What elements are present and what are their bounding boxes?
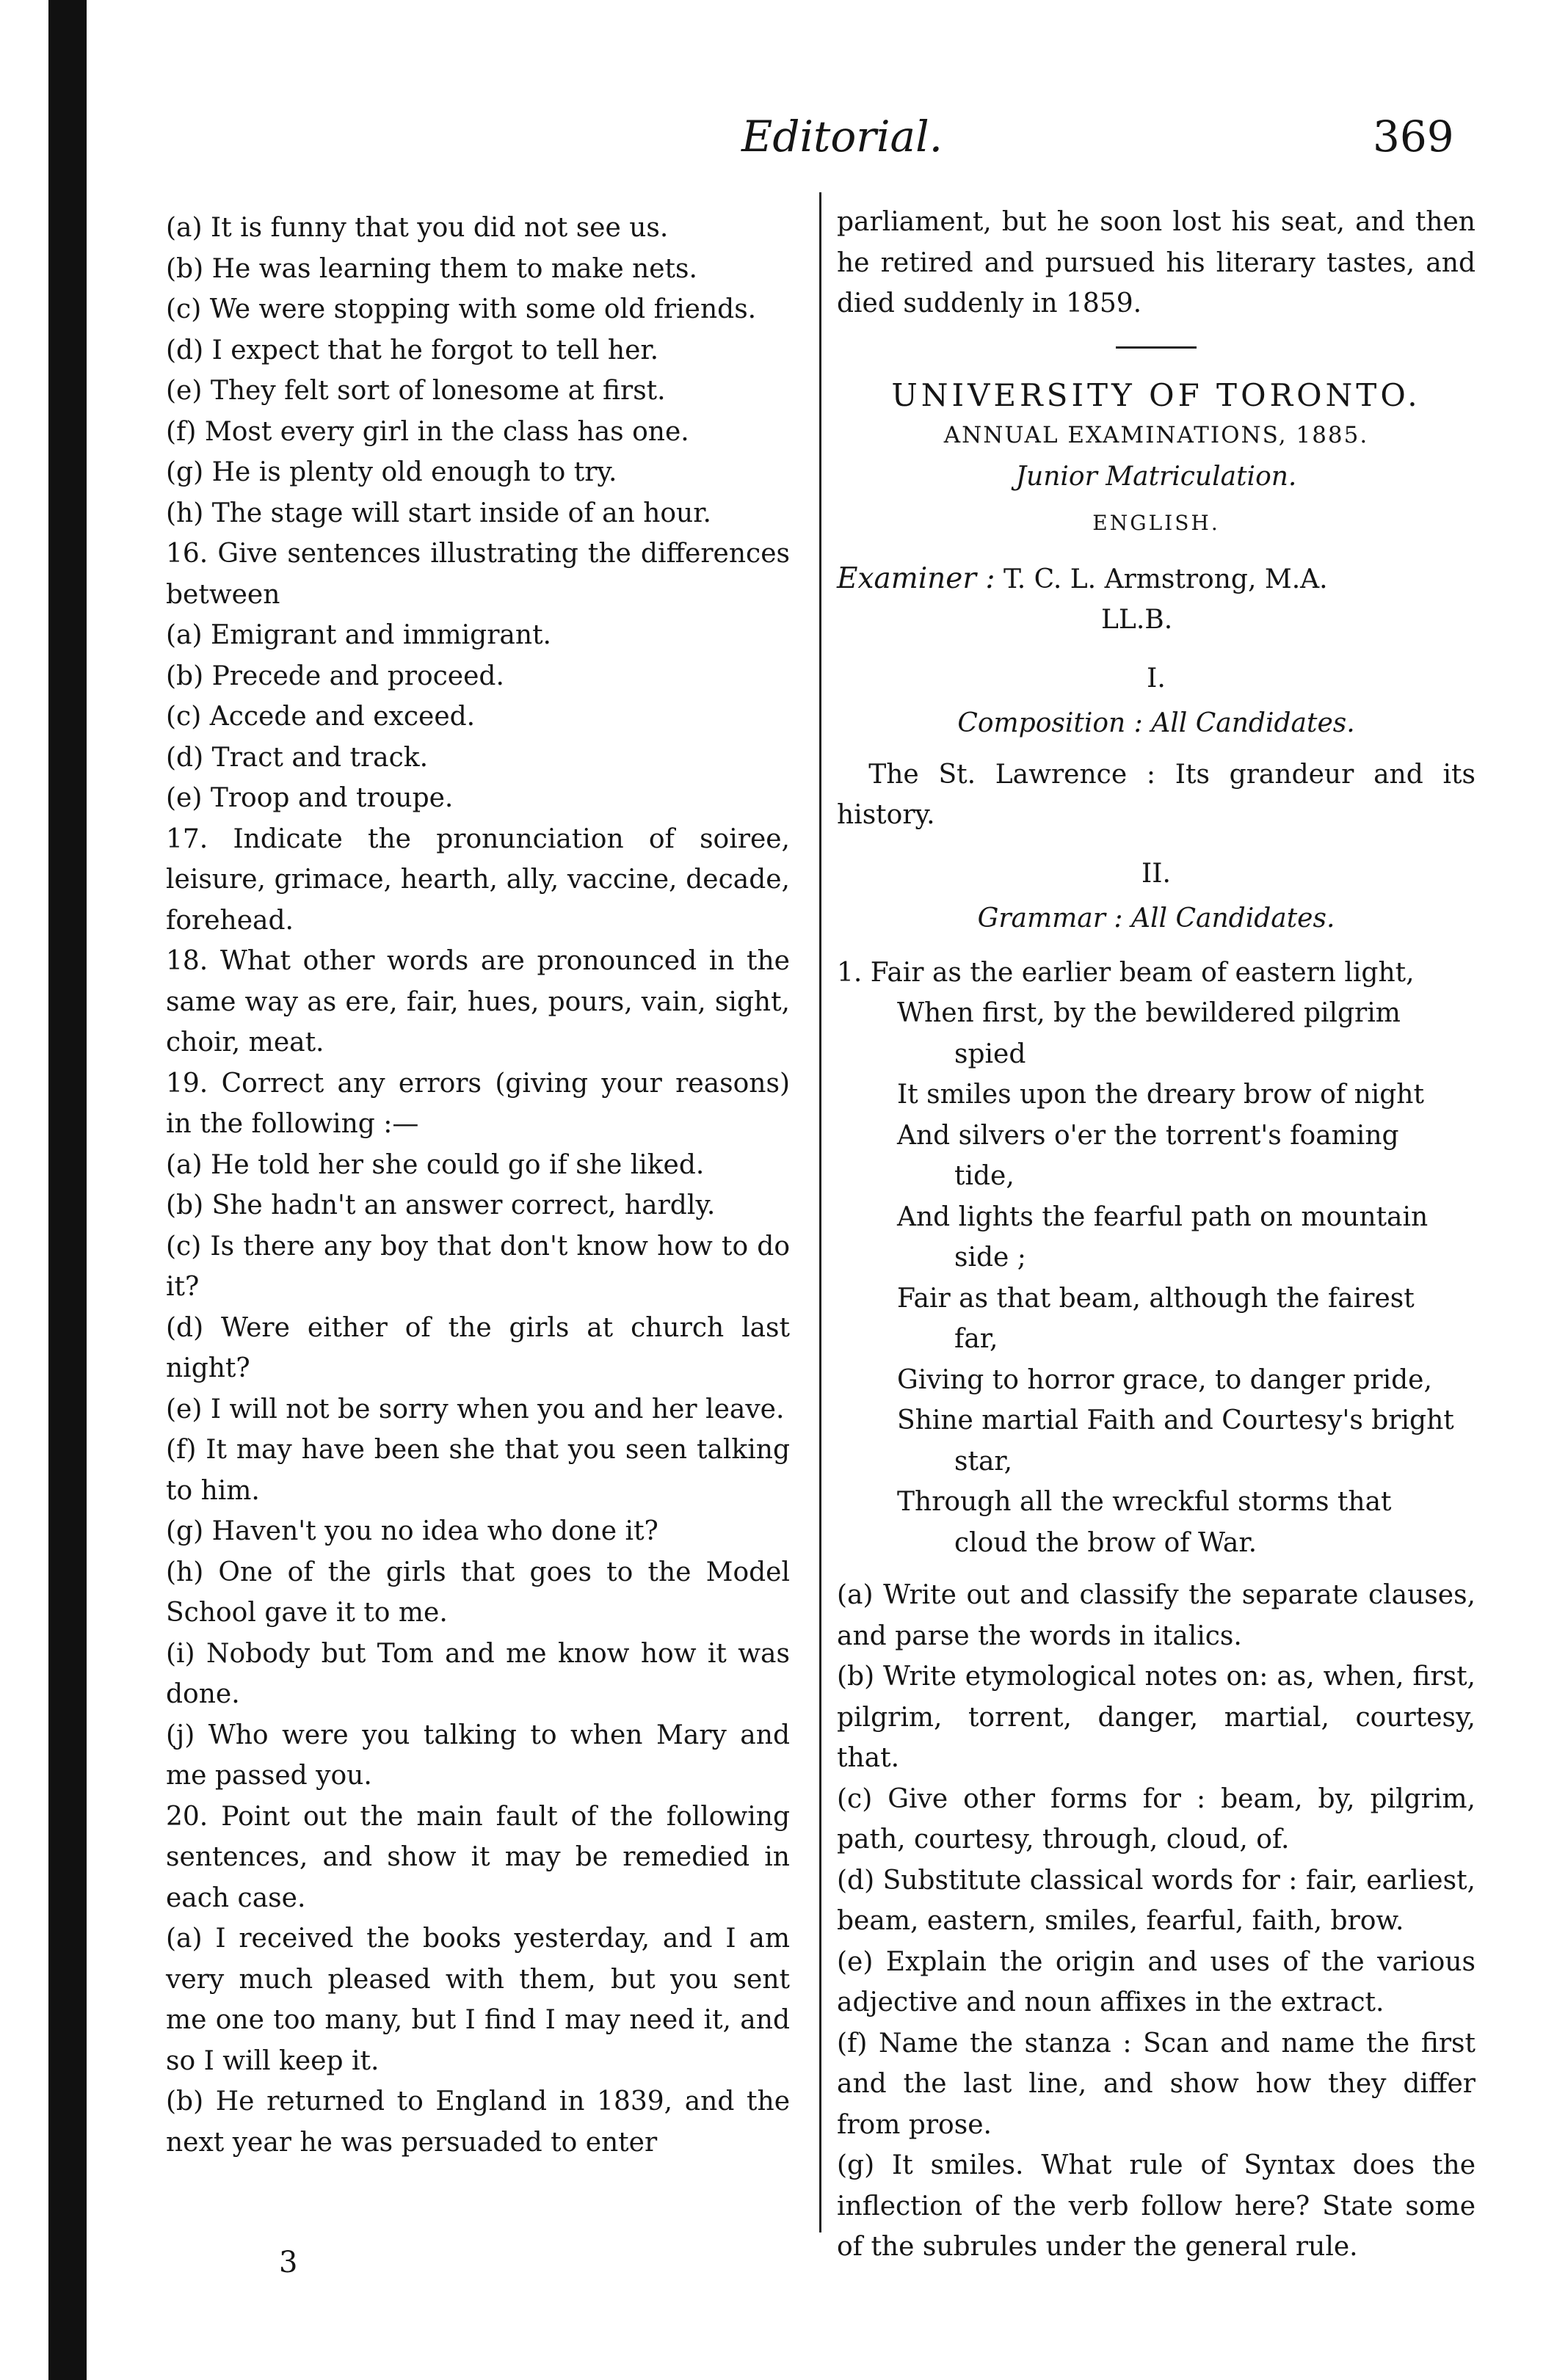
grammar-heading: Grammar : All Candidates. bbox=[977, 903, 1335, 934]
junior-matriculation-heading: Junior Matriculation. bbox=[1015, 461, 1297, 492]
left-paragraph: 18. What other words are pronounced in the same way as ere, fair, hues, pours, vain, sight, choir, meat. bbox=[166, 946, 790, 1058]
left-paragraph: (h) The stage will start inside of an hour. bbox=[166, 498, 711, 528]
left-paragraph: (d) I expect that he forgot to tell her. bbox=[166, 335, 659, 365]
left-paragraph: (b) Precede and proceed. bbox=[166, 660, 504, 691]
left-paragraph: (a) I received the books yesterday, and I am very much pleased with them, but you sent me one too many, but I find I may need it, and so I will keep it. bbox=[166, 1924, 790, 2076]
column-rule bbox=[819, 192, 821, 2232]
left-paragraph: (h) One of the girls that goes to the Model School gave it to me. bbox=[166, 1557, 790, 1628]
left-paragraph: (i) Nobody but Tom and me know how it was done. bbox=[166, 1638, 790, 1709]
question-paragraph: (d) Substitute classical words for : fair, earliest, beam, eastern, smiles, fearful, faith, brow. bbox=[837, 1865, 1476, 1936]
verse-line: cloud the brow of War. bbox=[954, 1527, 1257, 1558]
examiner-label: Examiner : bbox=[837, 561, 995, 595]
subject-heading: ENGLISH. bbox=[1092, 511, 1220, 535]
left-paragraph: (d) Were either of the girls at church last night? bbox=[166, 1312, 790, 1383]
left-paragraph: (a) He told her she could go if she liked. bbox=[166, 1149, 705, 1180]
verse-line: star, bbox=[954, 1446, 1013, 1477]
page-number: 369 bbox=[1373, 112, 1454, 161]
left-column bbox=[166, 208, 790, 2163]
composition-text: The St. Lawrence : Its grandeur and its history. bbox=[837, 759, 1476, 830]
left-paragraph: (c) Accede and exceed. bbox=[166, 702, 476, 732]
verse-line: It smiles upon the dreary brow of night bbox=[897, 1080, 1424, 1110]
left-paragraph: 17. Indicate the pronunciation of soiree, leisure, grimace, hearth, ally, vaccine, decade, forehead. bbox=[166, 823, 790, 936]
examiner-line bbox=[837, 558, 1476, 641]
left-paragraph: 19. Correct any errors (giving your reasons) in the following :— bbox=[166, 1068, 790, 1139]
verse-line: And lights the fearful path on mountain bbox=[897, 1201, 1429, 1232]
left-paragraph: (g) He is plenty old enough to try. bbox=[166, 457, 617, 487]
left-paragraph: (b) He was learning them to make nets. bbox=[166, 253, 697, 284]
section-separator bbox=[1116, 346, 1197, 349]
left-paragraph: (e) They felt sort of lonesome at first. bbox=[166, 376, 666, 406]
verse-stanza bbox=[837, 953, 1476, 1564]
composition-heading: Composition : All Candidates. bbox=[957, 708, 1355, 738]
question-paragraph: (c) Give other forms for : beam, by, pilgrim, path, courtesy, through, cloud, of. bbox=[837, 1783, 1476, 1855]
verse-line: Fair as that beam, although the fairest bbox=[897, 1283, 1415, 1314]
question-paragraph: (a) Write out and classify the separate clauses, and parse the words in italics. bbox=[837, 1580, 1476, 1651]
examiner-name: T. C. L. Armstrong, M.A. bbox=[1003, 564, 1328, 594]
left-paragraph: (f) It may have been she that you seen talking to him. bbox=[166, 1435, 790, 1506]
university-heading: UNIVERSITY OF TORONTO. bbox=[891, 376, 1421, 413]
left-paragraph: 16. Give sentences illustrating the differences between bbox=[166, 539, 790, 610]
verse-line: tide, bbox=[954, 1161, 1015, 1191]
verse-line: 1. Fair as the earlier beam of eastern light, bbox=[837, 957, 1415, 988]
annual-examinations-heading: ANNUAL EXAMINATIONS, 1885. bbox=[943, 422, 1369, 448]
left-paragraph: (e) I will not be sorry when you and her leave. bbox=[166, 1394, 785, 1424]
verse-line: far, bbox=[954, 1324, 998, 1354]
running-head: Editorial. bbox=[741, 112, 943, 161]
verse-line: Through all the wreckful storms that bbox=[897, 1487, 1392, 1517]
left-paragraph: (g) Haven't you no idea who done it? bbox=[166, 1516, 658, 1546]
question-paragraph: (g) It smiles. What rule of Syntax does the inflection of the verb follow here? State some of the subrules under the general rule. bbox=[837, 2150, 1476, 2262]
left-paragraph: (b) She hadn't an answer correct, hardly. bbox=[166, 1190, 716, 1220]
left-paragraph: (b) He returned to England in 1839, and the next year he was persuaded to enter bbox=[166, 2086, 790, 2158]
question-paragraph: (b) Write etymological notes on: as, when, first, pilgrim, torrent, danger, martial, courtesy, that. bbox=[837, 1662, 1476, 1773]
section-numeral: II. bbox=[1141, 858, 1171, 889]
examiner-degree: LL.B. bbox=[1101, 605, 1173, 635]
verse-line: spied bbox=[954, 1038, 1026, 1069]
verse-line: side ; bbox=[954, 1242, 1026, 1273]
book-spine-shadow bbox=[48, 0, 87, 2380]
question-paragraph: (e) Explain the origin and uses of the various adjective and noun affixes in the extract. bbox=[837, 1946, 1476, 2017]
left-paragraph: (f) Most every girl in the class has one. bbox=[166, 416, 689, 447]
right-column bbox=[837, 202, 1476, 2268]
verse-line: Giving to horror grace, to danger pride, bbox=[897, 1364, 1432, 1395]
verse-line: And silvers o'er the torrent's foaming bbox=[897, 1120, 1399, 1151]
left-paragraph: (e) Troop and troupe. bbox=[166, 783, 454, 813]
left-paragraph: 20. Point out the main fault of the following sentences, and show it may be remedied in each case. bbox=[166, 1801, 790, 1913]
left-paragraph: (c) Is there any boy that don't know how to do it? bbox=[166, 1231, 790, 1302]
question-paragraph: (f) Name the stanza : Scan and name the first and the last line, and show how they differ from prose. bbox=[837, 2028, 1476, 2140]
left-paragraph: (a) Emigrant and immigrant. bbox=[166, 620, 551, 650]
left-paragraph: (a) It is funny that you did not see us. bbox=[166, 213, 669, 243]
left-paragraph: (j) Who were you talking to when Mary and me passed you. bbox=[166, 1720, 790, 1791]
left-paragraph: (c) We were stopping with some old friends. bbox=[166, 294, 757, 324]
section-numeral: I. bbox=[1147, 663, 1166, 694]
verse-line: Shine martial Faith and Courtesy's bright bbox=[897, 1405, 1454, 1435]
continuation-paragraph: parliament, but he soon lost his seat, and then he retired and pursued his literary tastes, and died suddenly in 1859. bbox=[837, 207, 1476, 319]
left-paragraph: (d) Tract and track. bbox=[166, 742, 429, 773]
verse-line: When first, by the bewildered pilgrim bbox=[897, 998, 1401, 1028]
signature-mark: 3 bbox=[279, 2246, 298, 2279]
